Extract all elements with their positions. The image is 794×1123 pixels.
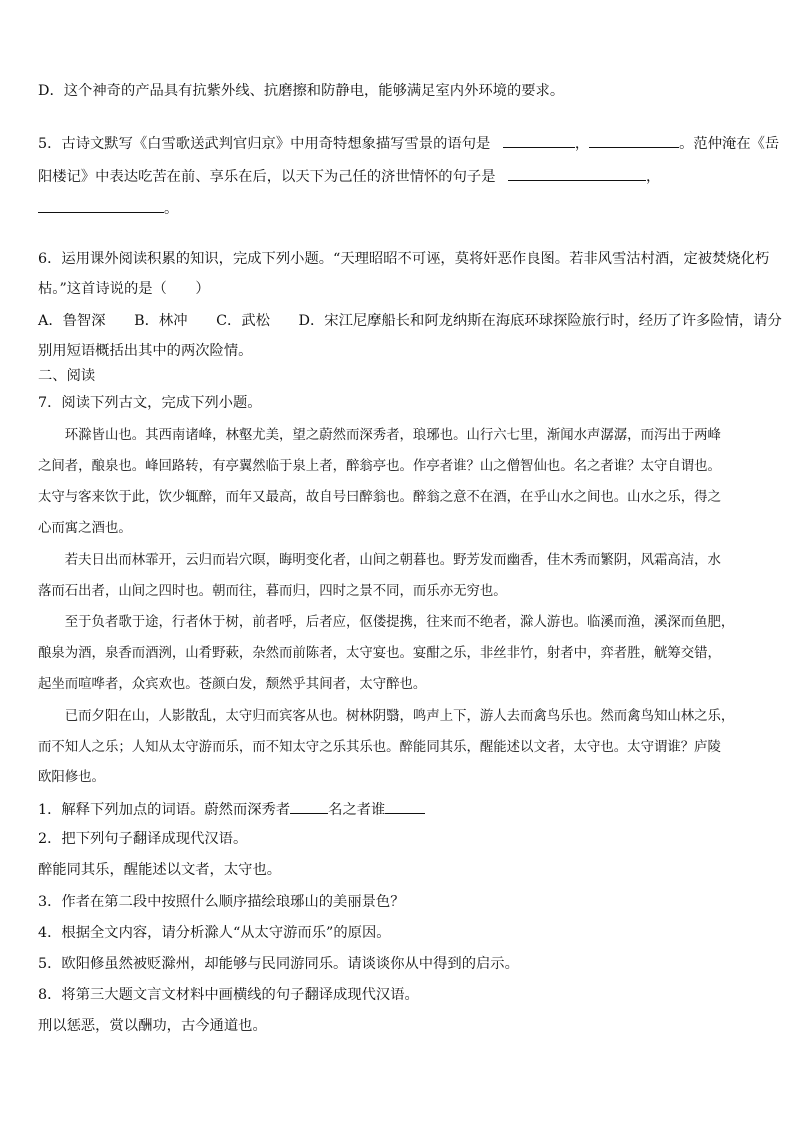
q7-passage-line: 之间者，酿泉也。峰回路转，有亭翼然临于泉上者，醉翁亭也。作亭者谁？山之僧智仙也。名之者谁？太守自谓也。 xyxy=(38,459,721,474)
q7-intro: 7．阅读下列古文，完成下列小题。 xyxy=(38,395,262,411)
q6-line-2: 枯。”这首诗说的是（ ） xyxy=(38,281,210,297)
q5-blank-4[interactable] xyxy=(38,198,164,213)
q7-sub2-sentence: 醉能同其乐，醒能述以文者，太守也。 xyxy=(38,862,282,878)
q7-passage-line: 环滁皆山也。其西南诸峰，林壑尤美，望之蔚然而深秀者，琅琊也。山行六七里，渐闻水声潺潺，而泻出于两峰 xyxy=(38,428,721,443)
section-heading-reading: 二、阅读 xyxy=(38,368,96,384)
q6-options: A．鲁智深 B．林冲 C．武松 D．宋江尼摩船长和阿龙纳斯在海底环球探险旅行时，经历了许多险情，请分 xyxy=(38,313,782,329)
q5-line-1 xyxy=(38,133,779,154)
q5-line-3 xyxy=(38,198,178,219)
q7-sub2: 2．把下列句子翻译成现代汉语。 xyxy=(38,831,248,847)
q5-period: 。 xyxy=(164,201,179,217)
q7-sub4: 4．根据全文内容，请分析滁人“从太守游而乐”的原因。 xyxy=(38,925,391,941)
q8-sentence: 刑以惩恶，赏以酬功，古今通道也。 xyxy=(38,1018,267,1034)
q7-passage-line: 至于负者歌于途，行者休于树，前者呼，后者应，伛偻提携，往来而不绝者，滁人游也。临溪而渔，溪深而鱼肥， xyxy=(38,615,735,630)
q6-line-4: 别用短语概括出其中的两次险情。 xyxy=(38,343,253,359)
q7-sub1-text-b: 名之者谁 xyxy=(328,802,386,818)
q7-passage-line: 起坐而喧哗者，众宾欢也。苍颜白发，颓然乎其间者，太守醉也。 xyxy=(38,677,427,692)
q4-option-d: D．这个神奇的产品具有抗紫外线、抗磨擦和防静电，能够满足室内外环境的要求。 xyxy=(38,83,565,99)
q7-passage-line: 心而寓之酒也。 xyxy=(38,521,132,536)
q5-text-a: 5．古诗文默写《白雪歌送武判官归京》中用奇特想象描写雪景的语句是 xyxy=(38,136,491,152)
q7-sub1 xyxy=(38,799,425,820)
q7-passage-line: 酿泉为酒，泉香而酒洌，山肴野蔌，杂然而前陈者，太守宴也。宴酣之乐，非丝非竹，射者中，弈者胜，觥筹交错， xyxy=(38,646,721,661)
q7-sub1-text-a: 1．解释下列加点的词语。蔚然而深秀者 xyxy=(38,802,291,818)
q7-passage-line: 而不知人之乐；人知从太守游而乐，而不知太守之乐其乐也。醉能同其乐，醒能述以文者，太守也。太守谓谁？庐陵 xyxy=(38,740,721,755)
q7-sub1-blank-1[interactable] xyxy=(290,799,328,814)
q7-passage-line: 落而石出者，山间之四时也。朝而往，暮而归，四时之景不同，而乐亦无穷也。 xyxy=(38,584,507,599)
q8-intro: 8．将第三大题文言文材料中画横线的句子翻译成现代汉语。 xyxy=(38,987,419,1003)
q7-passage-line: 太守与客来饮于此，饮少辄醉，而年又最高，故自号曰醉翁也。醉翁之意不在酒，在乎山水之间也。山水之乐，得之 xyxy=(38,490,721,505)
q7-sub1-blank-2[interactable] xyxy=(385,799,425,814)
q7-sub3: 3．作者在第二段中按照什么顺序描绘琅琊山的美丽景色？ xyxy=(38,894,405,910)
q5-comma-1: ， xyxy=(574,136,590,152)
q7-passage-line: 若夫日出而林霏开，云归而岩穴暝，晦明变化者，山间之朝暮也。野芳发而幽香，佳木秀而繁阴，风霜高洁，水 xyxy=(38,553,721,568)
q6-line-1: 6．运用课外阅读积累的知识，完成下列小题。“天理昭昭不可诬，莫将奸恶作良图。若非风雪沽村酒，定被焚烧化朽 xyxy=(38,251,770,267)
q7-passage-line: 已而夕阳在山，人影散乱，太守归而宾客从也。树林阴翳，鸣声上下，游人去而禽鸟乐也。然而禽鸟知山林之乐， xyxy=(38,709,735,724)
q5-text-2: 阳楼记》中表达吃苦在前、享乐在后，以天下为己任的济世情怀的句子是 xyxy=(38,169,496,185)
q7-sub5: 5．欧阳修虽然被贬滁州，却能够与民同游同乐。请谈谈你从中得到的启示。 xyxy=(38,956,519,972)
q7-passage-line: 欧阳修也。 xyxy=(38,770,105,785)
q5-comma-2: ， xyxy=(646,169,661,185)
q5-text-b: 。范仲淹在《岳 xyxy=(679,136,780,152)
q5-blank-3[interactable] xyxy=(508,166,646,181)
q5-blank-2[interactable] xyxy=(589,133,679,148)
q5-blank-1[interactable] xyxy=(503,133,575,148)
q5-line-2 xyxy=(38,166,660,187)
